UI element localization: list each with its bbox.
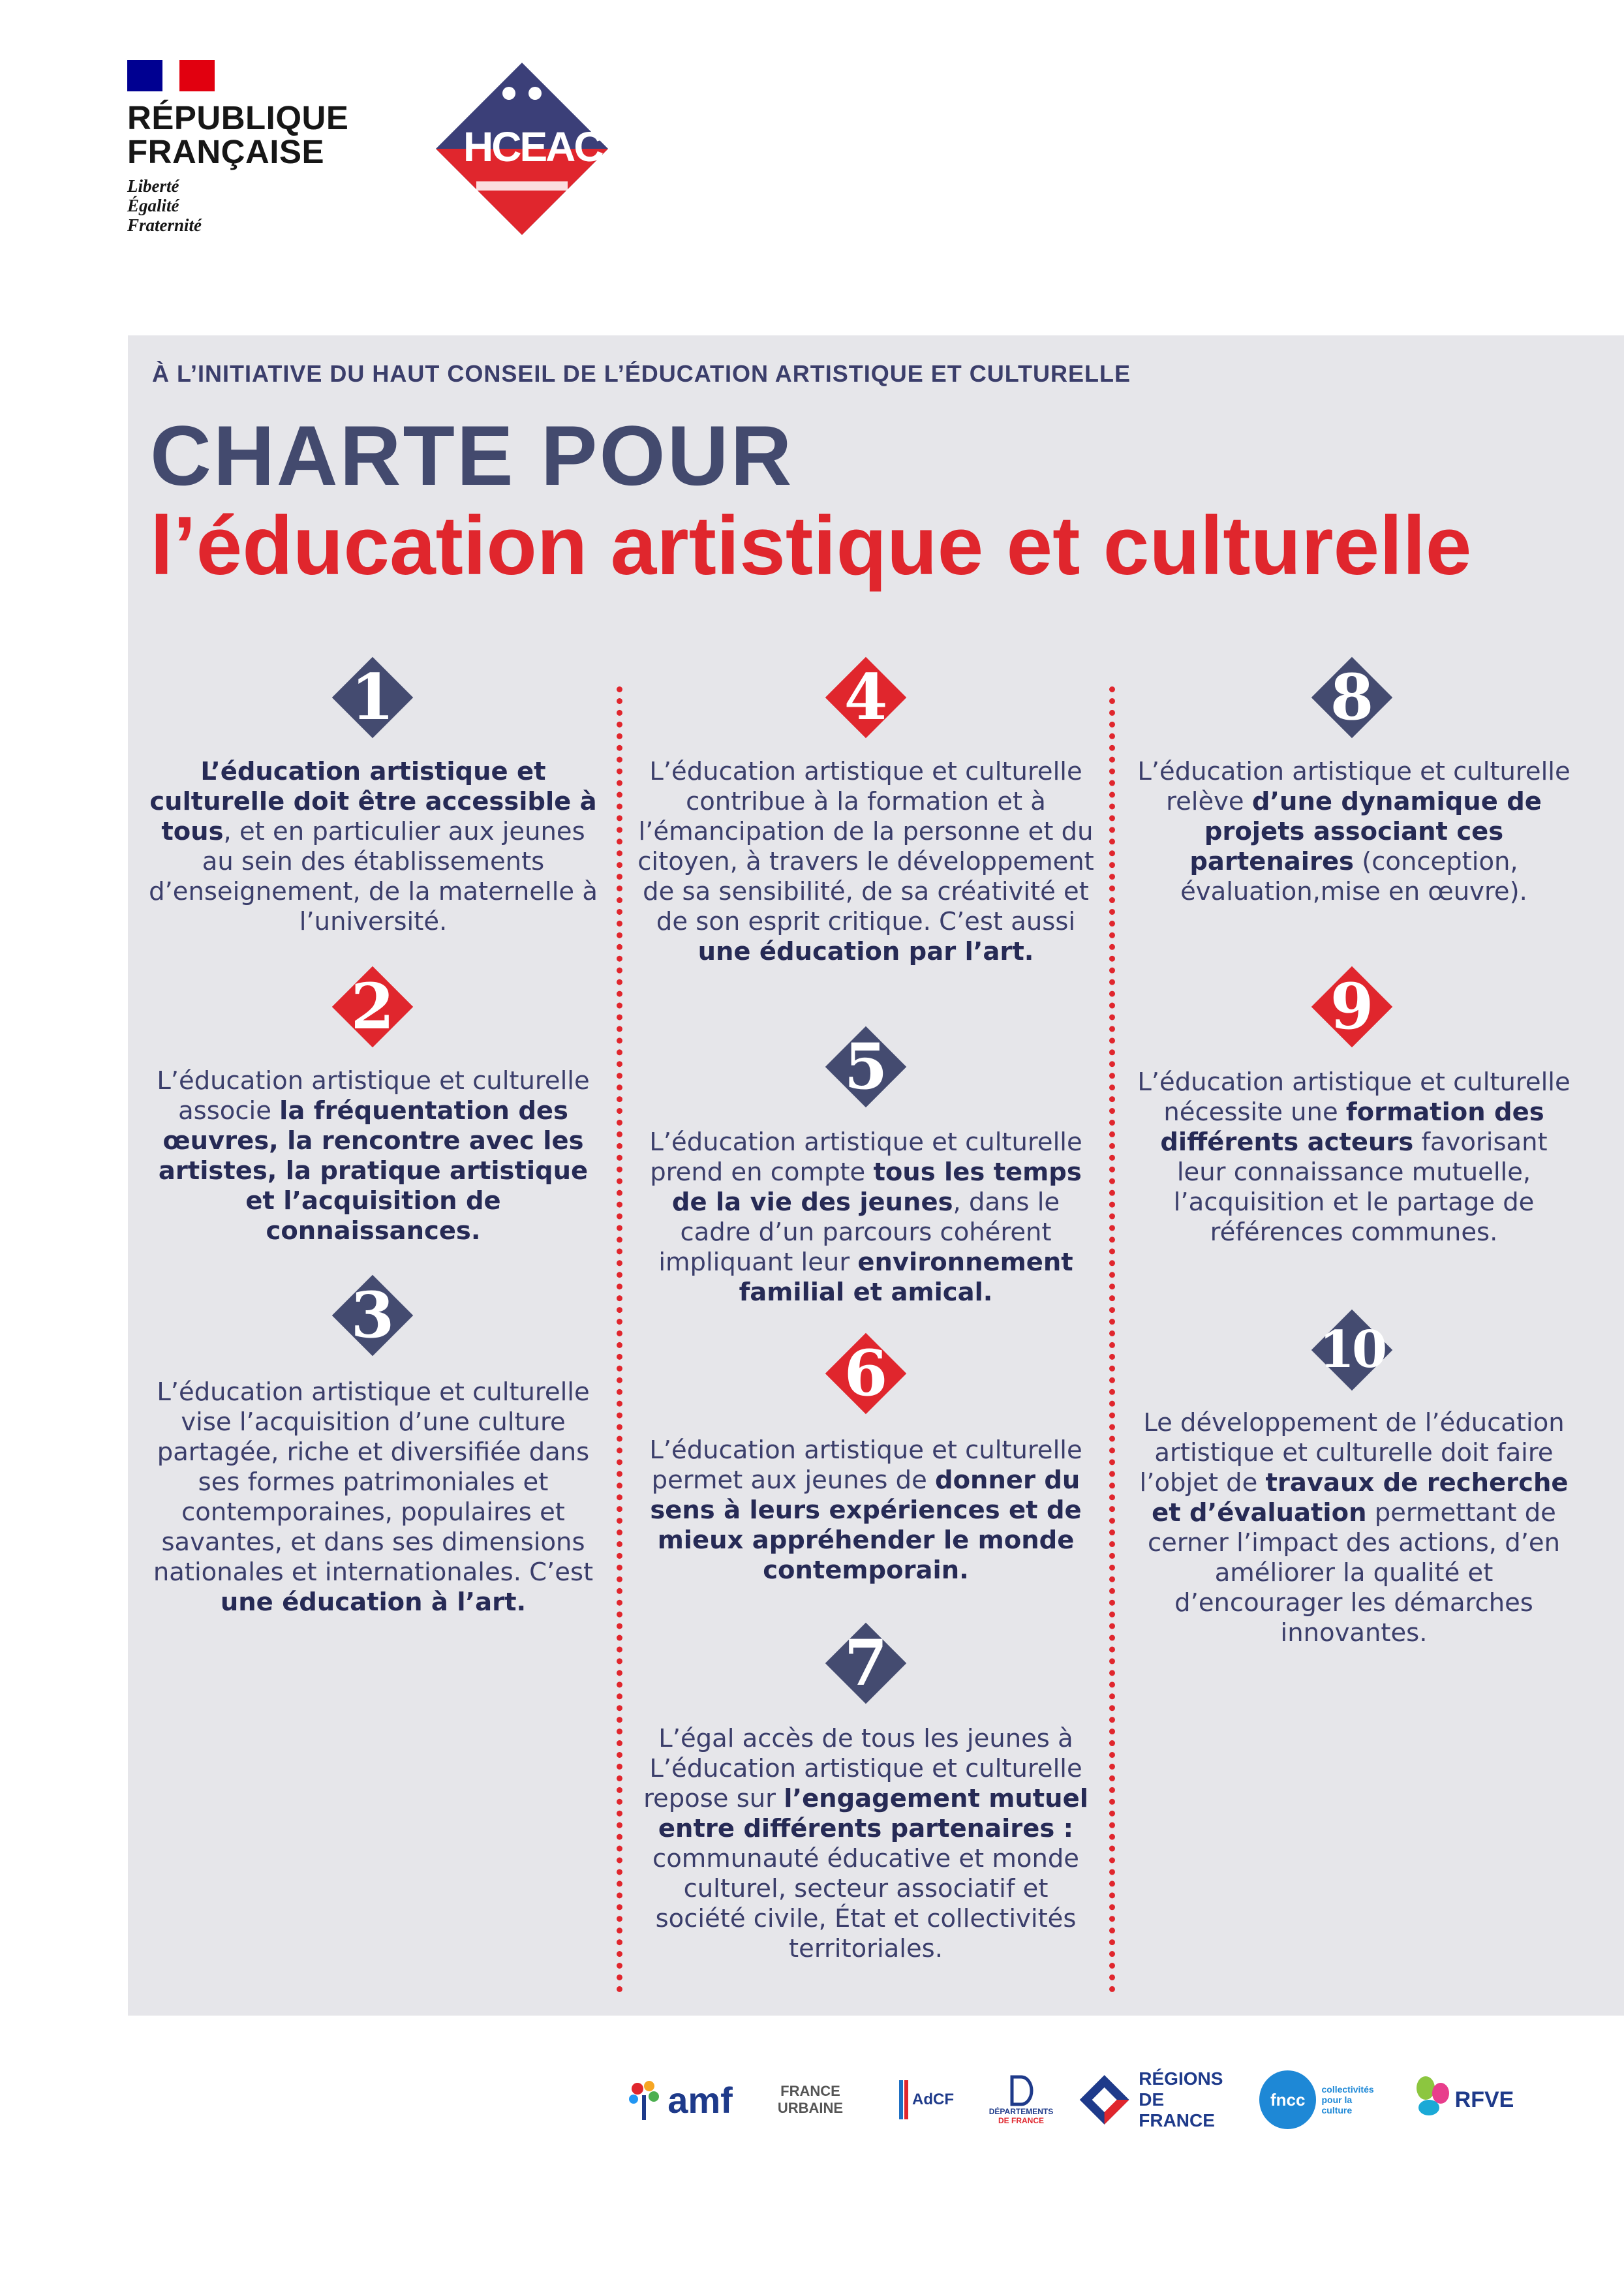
body-text: L’éducation artistique et culturelle prend en compte: [649, 1128, 1082, 1187]
adcf-logo: AdCF: [878, 2061, 962, 2139]
item-number: 7: [844, 1626, 888, 1700]
badge-9: [1303, 958, 1401, 1056]
item-text-7: [637, 1724, 1094, 1964]
highlight-text: l’engagement mutuel entre différents partenaires :: [658, 1784, 1088, 1843]
badge-5: [817, 1018, 915, 1116]
item-text-8: [1132, 757, 1576, 907]
fncc-logo: fncc collectivités pour la culture: [1259, 2061, 1383, 2139]
hceac-label: HCEAC: [463, 123, 602, 170]
body-text: Le développement de l’éducation artistique et culturelle doit faire l’objet de: [1139, 1408, 1565, 1498]
highlight-text: d’une dynamique de projets associant ces partenaires: [1189, 787, 1542, 876]
item-number: 2: [350, 970, 395, 1043]
badge-3: [324, 1267, 421, 1364]
item-number: 3: [350, 1278, 395, 1352]
item-text-9: [1132, 1068, 1576, 1248]
body-text: L’éducation artistique et culturelle associe: [157, 1066, 590, 1126]
badge-1: [324, 649, 421, 746]
republic-motto: Liberté Égalité Fraternité: [127, 176, 202, 235]
rfve-petals-icon: [1409, 2074, 1455, 2126]
body-text: L’éducation artistique et culturelle relève: [1137, 757, 1570, 816]
body-text: L’égal accès de tous les jeunes à L’éducation artistique et culturelle repose sur: [643, 1724, 1082, 1813]
highlight-text: tous les temps de la vie des jeunes: [671, 1158, 1082, 1217]
regions-de-france-logo: RÉGIONS DE FRANCE: [1077, 2061, 1240, 2139]
body-text: (conception, évaluation,mise en œuvre).: [1180, 847, 1527, 906]
item-number: 9: [1330, 970, 1374, 1043]
rfve-logo: RFVE: [1403, 2061, 1520, 2139]
highlight-text: travaux de recherche et d’évaluation: [1152, 1468, 1569, 1528]
body-text: favorisant leur connaissance mutuelle, l’acquisition et le partage de références communes.: [1173, 1128, 1548, 1247]
item-number: 8: [1330, 660, 1374, 734]
item-text-3: [145, 1377, 602, 1618]
initiative-kicker: À L’INITIATIVE DU HAUT CONSEIL DE L’ÉDUCATION ARTISTIQUE ET CULTURELLE: [152, 360, 1131, 387]
regions-diamond-icon: [1077, 2070, 1132, 2129]
republique-francaise-name: RÉPUBLIQUE FRANÇAISE: [127, 99, 349, 170]
item-number: 5: [844, 1030, 888, 1103]
body-text: , dans le cadre d’un parcours cohérent impliquant leur: [658, 1188, 1060, 1277]
france-urbaine-logo: FRANCE URBAINE: [777, 2083, 844, 2116]
badge-8: [1303, 649, 1401, 746]
item-number: 10: [1319, 1320, 1385, 1379]
amf-tree-icon: [624, 2077, 664, 2123]
adcf-stripes-icon: [886, 2077, 912, 2123]
body-text: L’éducation artistique et culturelle vise l’acquisition d’une culture partagée, riche et diversifiée dans ses formes patrimoniales et contemporaines, populaires et savantes, et dans ses dimensions nationales et internationales. C’est: [153, 1377, 594, 1587]
body-text: L’éducation artistique et culturelle nécessite une: [1137, 1068, 1570, 1127]
highlight-text: une éducation par l’art.: [697, 937, 1034, 966]
badge-2: [324, 958, 421, 1056]
badge-10: [1303, 1301, 1401, 1399]
page-title-line1: CHARTE POUR: [150, 408, 794, 503]
item-number: 6: [844, 1336, 888, 1410]
badge-7: [817, 1614, 915, 1712]
page-title-line2: l’éducation artistique et culturelle: [150, 499, 1472, 592]
highlight-text: environnement familial et amical.: [739, 1248, 1073, 1307]
body-text: L’éducation artistique et culturelle contribue à la formation et à l’émancipation de la personne et du citoyen, à travers le développement de sa sensibilité, de sa créativité et de son esprit critique. C’est aussi: [637, 757, 1094, 936]
departements-logo: DÉPARTEMENTS DE FRANCE: [982, 2061, 1060, 2139]
highlight-text: la fréquentation des œuvres, la rencontre avec les artistes, la pratique artistique et l’acquisition de connaissances.: [158, 1096, 589, 1246]
column-separator: [617, 686, 622, 1993]
item-number: 4: [844, 660, 888, 734]
highlight-text: une éducation à l’art.: [220, 1588, 527, 1617]
item-text-6: [637, 1436, 1094, 1586]
badge-6: [817, 1325, 915, 1422]
body-text: permettant de cerner l’impact des actions, d’en améliorer la qualité et d’encourager les démarches innovantes.: [1147, 1498, 1561, 1648]
hceac-logo: [431, 57, 613, 240]
item-text-1: [145, 757, 602, 937]
body-text: communauté éducative et monde culturel, secteur associatif et société civile, État et collectivités territoriales.: [652, 1844, 1079, 1963]
body-text: , et en particulier aux jeunes au sein des établissements d’enseignement, de la maternelle à l’université.: [149, 817, 598, 936]
highlight-text: formation des différents acteurs: [1160, 1098, 1544, 1157]
item-text-10: [1132, 1408, 1576, 1648]
badge-4: [817, 649, 915, 746]
highlight-text: L’éducation artistique et culturelle doit être accessible à tous: [149, 757, 597, 846]
highlight-text: donner du sens à leurs expériences et de mieux appréhender le monde contemporain.: [650, 1466, 1082, 1585]
departements-d-icon: [1008, 2074, 1034, 2107]
fncc-circle-icon: fncc: [1259, 2070, 1316, 2129]
item-text-4: [637, 757, 1094, 967]
item-text-2: [145, 1066, 602, 1246]
body-text: L’éducation artistique et culturelle permet aux jeunes de: [649, 1436, 1082, 1495]
amf-logo: amf: [610, 2061, 747, 2139]
item-text-5: [637, 1128, 1094, 1308]
item-number: 1: [350, 660, 395, 734]
french-flag-icon: [127, 60, 215, 91]
column-separator: [1109, 686, 1115, 1993]
